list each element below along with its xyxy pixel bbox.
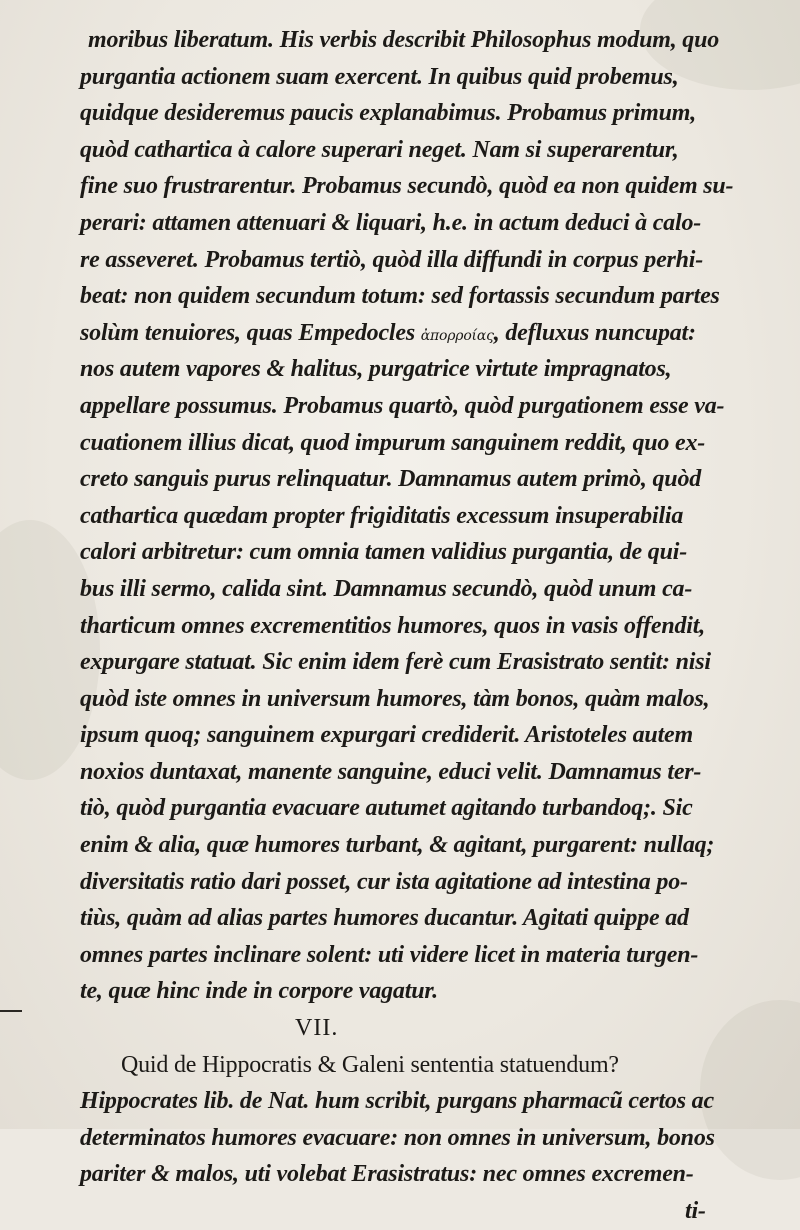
text-line: perari: attamen attenuari & liquari, h.e. in actum deduci à calo- — [80, 209, 702, 236]
text-line: tiùs, quàm ad alias partes humores ducantur. Agitati quippe ad — [80, 905, 689, 932]
text-line: moribus liberatum. His verbis describit Philosophus modum, quo — [88, 27, 720, 53]
text-line: noxios duntaxat, manente sanguine, educi velit. Damnamus ter- — [80, 758, 702, 785]
text-line-with-greek — [80, 315, 780, 352]
text-line: expurgare statuat. Sic enim idem ferè cum Erasistrato sentit: nisi — [80, 649, 711, 676]
text-line: cuationem illius dicat, quod impurum sanguinem reddit, quo ex- — [80, 429, 706, 456]
text-line: te, quæ hinc inde in corpore vagatur. — [80, 978, 438, 1005]
text-line: tharticum omnes excrementitios humores, quos in vasis offendit, — [80, 612, 706, 639]
section-heading: Quid de Hippocratis & Galeni sententia statuendum? — [121, 1051, 619, 1078]
catchword: ti- — [685, 1198, 706, 1224]
text-line: creto sanguis purus relinquatur. Damnamus autem primò, quòd — [80, 466, 702, 493]
text-line: fine suo frustrarentur. Probamus secundò, quòd ea non quidem su- — [80, 173, 734, 200]
greek-word: ἀπορροίας — [420, 327, 494, 344]
text-line: determinatos humores evacuare: non omnes in universum, bonos — [80, 1124, 715, 1151]
text-line: beat: non quidem secundum totum: sed fortassis secundum partes — [80, 283, 720, 310]
text-column — [80, 22, 780, 1230]
text-line: pariter & malos, uti volebat Erasistratus: nec omnes excremen- — [80, 1161, 694, 1188]
text-line: Hippocrates lib. de Nat. hum scribit, purgans pharmacũ certos ac — [80, 1088, 714, 1115]
text-line: re asseveret. Probamus tertiò, quòd illa diffundi in corpus perhi- — [80, 246, 704, 273]
text-line: quidque desideremus paucis explanabimus. Probamus primum, — [80, 100, 697, 127]
text-line: calori arbitretur: cum omnia tamen validius purgantia, de qui- — [80, 539, 688, 566]
text-line: enim & alia, quæ humores turbant, & agitant, purgarent: nullaq; — [80, 832, 715, 859]
text-line: purgantia actionem suam exercent. In quibus quid probemus, — [80, 63, 679, 90]
section-number: VII. — [295, 1015, 339, 1042]
margin-rule — [0, 1010, 22, 1012]
text-fragment: solùm tenuiores, quas Empedocles — [80, 319, 421, 346]
text-line: omnes partes inclinare solent: uti videre licet in materia turgen- — [80, 941, 699, 968]
text-line: quòd iste omnes in universum humores, tàm bonos, quàm malos, — [80, 685, 710, 712]
text-line: appellare possumus. Probamus quartò, quòd purgationem esse va- — [80, 392, 725, 419]
text-line: bus illi sermo, calida sint. Damnamus secundò, quòd unum ca- — [80, 575, 693, 602]
text-line: ipsum quoq; sanguinem expurgari crediderit. Aristoteles autem — [80, 722, 693, 749]
text-line: diversitatis ratio dari posset, cur ista agitatione ad intestina po- — [80, 868, 688, 895]
text-fragment: , defluxus nuncupat: — [493, 319, 696, 346]
text-line: quòd cathartica à calore superari neget. Nam si superarentur, — [80, 136, 679, 163]
text-line: tiò, quòd purgantia evacuare autumet agitando turbandoq;. Sic — [80, 795, 693, 822]
text-line: cathartica quædam propter frigiditatis excessum insuperabilia — [80, 502, 684, 529]
text-line: nos autem vapores & halitus, purgatrice virtute impragnatos, — [80, 356, 672, 383]
